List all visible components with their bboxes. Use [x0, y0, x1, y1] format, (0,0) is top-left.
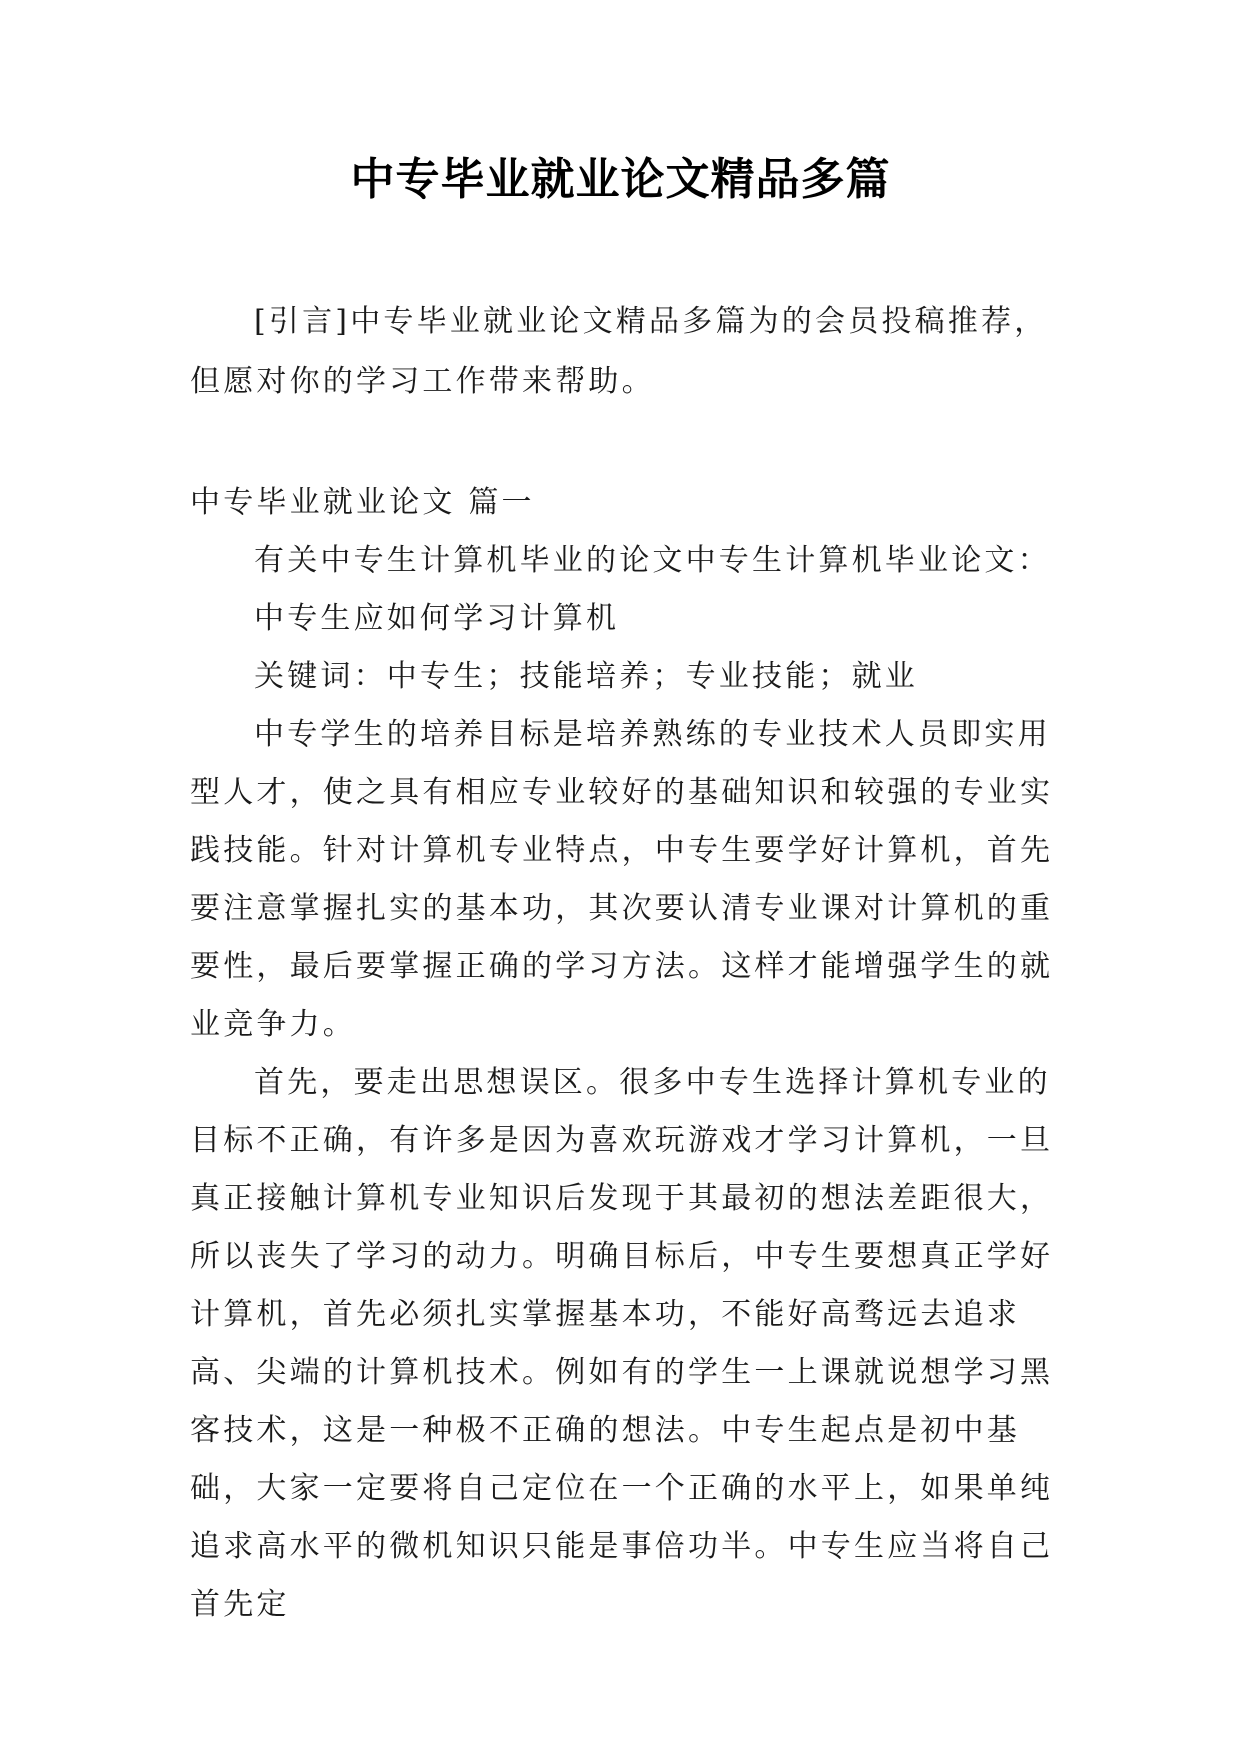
- section-heading: 中专毕业就业论文 篇一: [190, 485, 535, 520]
- document-body: [190, 292, 1070, 1634]
- body-paragraph-2: 首先，要走出思想误区。很多中专生选择计算机专业的目标不正确，有许多是因为喜欢玩游戏才学习计算机，一旦真正接触计算机专业知识后发现于其最初的想法差距很大，所以丧失了学习的动力。明确目标后，中专生要想真正学好计算机，首先必须扎实掌握基本功，不能好高骛远去追求高、尖端的计算机技术。例如有的学生一上课就说想学习黑客技术，这是一种极不正确的想法。中专生起点是初中基础，大家一定要将自己定位在一个正确的水平上，如果单纯追求高水平的微机知识只能是事倍功半。中专生应当将自己首先定: [190, 1065, 1054, 1622]
- document-title: 中专毕业就业论文精品多篇: [350, 154, 891, 205]
- body-paragraph-1: 中专学生的培养目标是培养熟练的专业技术人员即实用型人才，使之具有相应专业较好的基础知识和较强的专业实践技能。针对计算机专业特点，中专生要学好计算机，首先要注意掌握扎实的基本功，其次要认清专业课对计算机的重要性，最后要掌握正确的学习方法。这样才能增强学生的就业竞争力。: [190, 717, 1054, 1042]
- article-subtitle-line-2: 中专生应如何学习计算机: [254, 601, 620, 636]
- intro-paragraph: [引言]中专毕业就业论文精品多篇为的会员投稿推荐，但愿对你的学习工作带来帮助。: [190, 304, 1048, 399]
- keywords-line: 关键词：中专生；技能培养；专业技能；就业: [254, 659, 918, 694]
- article-subtitle-line-1: 有关中专生计算机毕业的论文中专生计算机毕业论文：: [254, 543, 1051, 578]
